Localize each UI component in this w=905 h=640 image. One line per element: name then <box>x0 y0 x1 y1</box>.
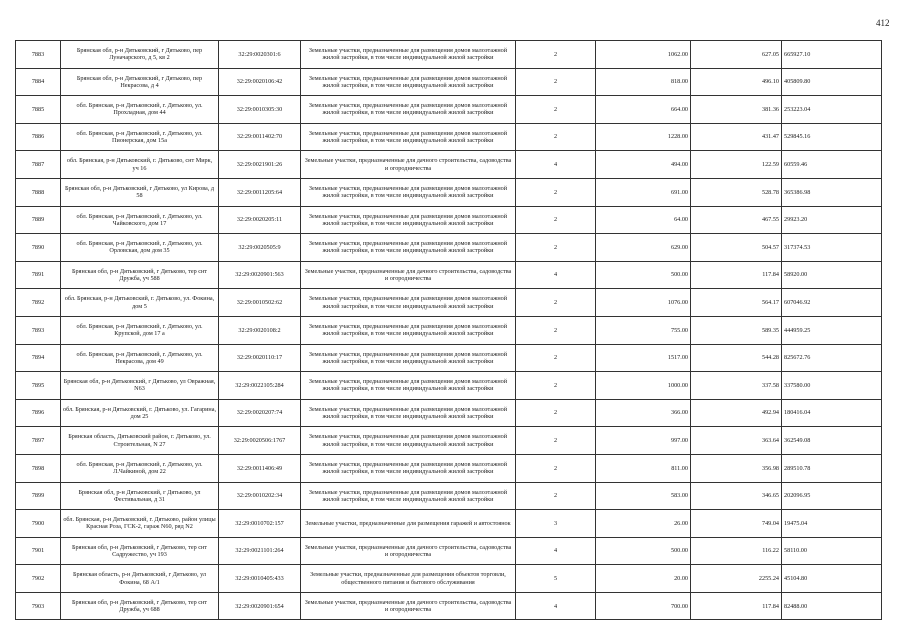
cadastral-number-cell: 32:29:0011402:70 <box>219 123 301 151</box>
address-cell: обл. Брянская, р-н Дятьковский, г. Дятьково, ул. Прохладная, дом 44 <box>61 96 219 124</box>
specific-value-cell: 363.64 <box>691 427 782 455</box>
area-cell: 64.00 <box>596 206 691 234</box>
specific-value-cell: 337.58 <box>691 372 782 400</box>
row-number-cell: 7894 <box>16 344 61 372</box>
specific-value-cell: 346.65 <box>691 482 782 510</box>
specific-value-cell: 467.55 <box>691 206 782 234</box>
row-number-cell: 7889 <box>16 206 61 234</box>
specific-value-cell: 116.22 <box>691 537 782 565</box>
group-cell: 2 <box>516 316 596 344</box>
table-row <box>16 289 882 317</box>
cadastral-value-cell: 444959.25 <box>782 316 882 344</box>
cadastral-number-cell: 32:29:0020505:9 <box>219 234 301 262</box>
page-number: 412 <box>876 18 890 28</box>
address-cell: Брянская обл, р-н Дятьковский, г Дятьково, тер снт Дружба, уч 588 <box>61 261 219 289</box>
area-cell: 755.00 <box>596 316 691 344</box>
group-cell: 4 <box>516 592 596 620</box>
area-cell: 500.00 <box>596 261 691 289</box>
area-cell: 1076.00 <box>596 289 691 317</box>
cadastral-value-cell: 202096.95 <box>782 482 882 510</box>
address-cell: Брянская обл, р-н Дятьковский, г Дятьково, ул Кирова, д 58 <box>61 178 219 206</box>
address-cell: Брянская обл, р-н Дятьковский, г Дятьково, тер снт Садружество, уч 193 <box>61 537 219 565</box>
cadastral-value-cell: 60559.46 <box>782 151 882 179</box>
table-row <box>16 427 882 455</box>
land-use-cell: Земельные участки, предназначенные для размещения домов малоэтажной жилой застройки, в том числе индивидуальной жилой застройки <box>301 344 516 372</box>
table-row <box>16 316 882 344</box>
land-use-cell: Земельные участки, предназначенные для размещения домов малоэтажной жилой застройки, в том числе индивидуальной жилой застройки <box>301 372 516 400</box>
row-number-cell: 7886 <box>16 123 61 151</box>
cadastral-value-cell: 45104.80 <box>782 565 882 593</box>
address-cell: обл. Брянская, р-н Дятьковский, г. Дятьково, ул. Л.Чайкиной, дом 22 <box>61 454 219 482</box>
area-cell: 366.00 <box>596 399 691 427</box>
row-number-cell: 7890 <box>16 234 61 262</box>
group-cell: 2 <box>516 41 596 69</box>
specific-value-cell: 627.05 <box>691 41 782 69</box>
specific-value-cell: 504.57 <box>691 234 782 262</box>
table-row <box>16 261 882 289</box>
specific-value-cell: 117.84 <box>691 261 782 289</box>
table-row <box>16 151 882 179</box>
table-row <box>16 592 882 620</box>
land-use-cell: Земельные участки, предназначенные для дачного строительства, садоводства и огородничества <box>301 261 516 289</box>
specific-value-cell: 492.94 <box>691 399 782 427</box>
area-cell: 1228.00 <box>596 123 691 151</box>
cadastral-value-cell: 607046.92 <box>782 289 882 317</box>
land-registry-table <box>15 40 882 620</box>
address-cell: Брянская обл, р-н Дятьковский, г Дятьково, пер Луначарского, д 5, кв 2 <box>61 41 219 69</box>
row-number-cell: 7893 <box>16 316 61 344</box>
address-cell: обл. Брянская, р-н Дятьковский, г. Дятьково, ул. Фокина, дом 5 <box>61 289 219 317</box>
cadastral-value-cell: 58920.00 <box>782 261 882 289</box>
address-cell: обл. Брянская, р-н Дятьковский, г. Дятьково, ул. Пионерская, дом 15а <box>61 123 219 151</box>
group-cell: 2 <box>516 372 596 400</box>
group-cell: 2 <box>516 482 596 510</box>
cadastral-number-cell: 32:29:0020106:42 <box>219 68 301 96</box>
cadastral-number-cell: 32:29:0020901:654 <box>219 592 301 620</box>
address-cell: обл. Брянская, р-н Дятьковский, г. Дятьково, район улицы Красная Роза, ГСК-2, гараж N60, ряд N2 <box>61 510 219 538</box>
row-number-cell: 7896 <box>16 399 61 427</box>
table-row <box>16 482 882 510</box>
specific-value-cell: 589.35 <box>691 316 782 344</box>
cadastral-number-cell: 32:29:0021901:26 <box>219 151 301 179</box>
row-number-cell: 7883 <box>16 41 61 69</box>
cadastral-value-cell: 82488.00 <box>782 592 882 620</box>
row-number-cell: 7892 <box>16 289 61 317</box>
area-cell: 664.00 <box>596 96 691 124</box>
area-cell: 583.00 <box>596 482 691 510</box>
table-body <box>16 41 882 620</box>
cadastral-value-cell: 253223.04 <box>782 96 882 124</box>
row-number-cell: 7895 <box>16 372 61 400</box>
row-number-cell: 7885 <box>16 96 61 124</box>
group-cell: 2 <box>516 427 596 455</box>
cadastral-number-cell: 32:29:0011205:64 <box>219 178 301 206</box>
group-cell: 4 <box>516 261 596 289</box>
group-cell: 5 <box>516 565 596 593</box>
cadastral-number-cell: 32:29:0020110:17 <box>219 344 301 372</box>
cadastral-number-cell: 32:29:0010305:30 <box>219 96 301 124</box>
specific-value-cell: 749.04 <box>691 510 782 538</box>
land-use-cell: Земельные участки, предназначенные для размещения домов малоэтажной жилой застройки, в том числе индивидуальной жилой застройки <box>301 206 516 234</box>
group-cell: 2 <box>516 399 596 427</box>
specific-value-cell: 544.28 <box>691 344 782 372</box>
cadastral-number-cell: 32:29:0020506:1767 <box>219 427 301 455</box>
table-row <box>16 68 882 96</box>
group-cell: 2 <box>516 123 596 151</box>
land-use-cell: Земельные участки, предназначенные для размещения гаражей и автостоянок <box>301 510 516 538</box>
group-cell: 4 <box>516 537 596 565</box>
table-row <box>16 96 882 124</box>
land-use-cell: Земельные участки, предназначенные для размещения домов малоэтажной жилой застройки, в том числе индивидуальной жилой застройки <box>301 123 516 151</box>
area-cell: 997.00 <box>596 427 691 455</box>
specific-value-cell: 431.47 <box>691 123 782 151</box>
table-row <box>16 123 882 151</box>
specific-value-cell: 528.78 <box>691 178 782 206</box>
area-cell: 1517.00 <box>596 344 691 372</box>
area-cell: 818.00 <box>596 68 691 96</box>
table-row <box>16 537 882 565</box>
cadastral-number-cell: 32:29:0020205:11 <box>219 206 301 234</box>
area-cell: 26.00 <box>596 510 691 538</box>
table-row <box>16 454 882 482</box>
address-cell: обл. Брянская, р-н Дятьковский, г. Дятьково, ул. Некрасова, дом 49 <box>61 344 219 372</box>
land-use-cell: Земельные участки, предназначенные для дачного строительства, садоводства и огородничества <box>301 537 516 565</box>
cadastral-number-cell: 32:29:0010502:62 <box>219 289 301 317</box>
address-cell: Брянская область, р-н Дятьковский, г Дятьково, ул Фокина, 68 А/1 <box>61 565 219 593</box>
land-use-cell: Земельные участки, предназначенные для дачного строительства, садоводства и огородничества <box>301 592 516 620</box>
land-use-cell: Земельные участки, предназначенные для размещения домов малоэтажной жилой застройки, в том числе индивидуальной жилой застройки <box>301 41 516 69</box>
row-number-cell: 7901 <box>16 537 61 565</box>
area-cell: 811.00 <box>596 454 691 482</box>
land-use-cell: Земельные участки, предназначенные для дачного строительства, садоводства и огородничества <box>301 151 516 179</box>
cadastral-number-cell: 32:29:0010702:157 <box>219 510 301 538</box>
cadastral-value-cell: 289510.78 <box>782 454 882 482</box>
address-cell: Брянская обл, р-н Дятьковский, г Дятьково, ул Фестивальная, д 31 <box>61 482 219 510</box>
group-cell: 4 <box>516 151 596 179</box>
specific-value-cell: 2255.24 <box>691 565 782 593</box>
table-row <box>16 399 882 427</box>
land-use-cell: Земельные участки, предназначенные для размещения домов малоэтажной жилой застройки, в том числе индивидуальной жилой застройки <box>301 482 516 510</box>
cadastral-value-cell: 337580.00 <box>782 372 882 400</box>
cadastral-number-cell: 32:29:0010405:433 <box>219 565 301 593</box>
cadastral-number-cell: 32:29:0020901:563 <box>219 261 301 289</box>
area-cell: 494.00 <box>596 151 691 179</box>
land-use-cell: Земельные участки, предназначенные для размещения домов малоэтажной жилой застройки, в том числе индивидуальной жилой застройки <box>301 454 516 482</box>
land-use-cell: Земельные участки, предназначенные для размещения домов малоэтажной жилой застройки, в том числе индивидуальной жилой застройки <box>301 316 516 344</box>
address-cell: Брянская обл, р-н Дятьковский, г Дятьково, ул Овражная, N63 <box>61 372 219 400</box>
cadastral-value-cell: 362549.08 <box>782 427 882 455</box>
group-cell: 2 <box>516 234 596 262</box>
land-use-cell: Земельные участки, предназначенные для размещения домов малоэтажной жилой застройки, в том числе индивидуальной жилой застройки <box>301 399 516 427</box>
land-use-cell: Земельные участки, предназначенные для размещения объектов торговли, общественного питания и бытового обслуживания <box>301 565 516 593</box>
row-number-cell: 7884 <box>16 68 61 96</box>
table-row <box>16 344 882 372</box>
row-number-cell: 7887 <box>16 151 61 179</box>
cadastral-value-cell: 529845.16 <box>782 123 882 151</box>
cadastral-value-cell: 19475.04 <box>782 510 882 538</box>
area-cell: 691.00 <box>596 178 691 206</box>
specific-value-cell: 381.36 <box>691 96 782 124</box>
land-use-cell: Земельные участки, предназначенные для размещения домов малоэтажной жилой застройки, в том числе индивидуальной жилой застройки <box>301 289 516 317</box>
row-number-cell: 7898 <box>16 454 61 482</box>
row-number-cell: 7902 <box>16 565 61 593</box>
address-cell: Брянская область, Дятьковский район, г. Дятьково, ул. Строительная, N 27 <box>61 427 219 455</box>
table-row <box>16 234 882 262</box>
table-row <box>16 206 882 234</box>
specific-value-cell: 564.17 <box>691 289 782 317</box>
address-cell: обл. Брянская, р-н Дятьковский, г. Дятьково, ул. Гагарина, дом 25 <box>61 399 219 427</box>
cadastral-number-cell: 32:29:0020301:6 <box>219 41 301 69</box>
land-use-cell: Земельные участки, предназначенные для размещения домов малоэтажной жилой застройки, в том числе индивидуальной жилой застройки <box>301 427 516 455</box>
address-cell: обл. Брянская, р-н Дятьковский, г. Дятьково, ул. Чайковского, дом 17 <box>61 206 219 234</box>
cadastral-value-cell: 180416.04 <box>782 399 882 427</box>
area-cell: 700.00 <box>596 592 691 620</box>
row-number-cell: 7888 <box>16 178 61 206</box>
table-row <box>16 372 882 400</box>
land-use-cell: Земельные участки, предназначенные для размещения домов малоэтажной жилой застройки, в том числе индивидуальной жилой застройки <box>301 178 516 206</box>
cadastral-number-cell: 32:29:0020108:2 <box>219 316 301 344</box>
cadastral-value-cell: 317374.53 <box>782 234 882 262</box>
area-cell: 629.00 <box>596 234 691 262</box>
table-row <box>16 41 882 69</box>
table-row <box>16 510 882 538</box>
cadastral-value-cell: 825672.76 <box>782 344 882 372</box>
area-cell: 20.00 <box>596 565 691 593</box>
row-number-cell: 7891 <box>16 261 61 289</box>
group-cell: 2 <box>516 96 596 124</box>
row-number-cell: 7900 <box>16 510 61 538</box>
cadastral-value-cell: 365386.98 <box>782 178 882 206</box>
land-use-cell: Земельные участки, предназначенные для размещения домов малоэтажной жилой застройки, в том числе индивидуальной жилой застройки <box>301 234 516 262</box>
specific-value-cell: 122.59 <box>691 151 782 179</box>
row-number-cell: 7899 <box>16 482 61 510</box>
cadastral-number-cell: 32:29:0022105:284 <box>219 372 301 400</box>
cadastral-value-cell: 58110.00 <box>782 537 882 565</box>
table-row <box>16 565 882 593</box>
table-row <box>16 178 882 206</box>
cadastral-number-cell: 32:29:0021101:264 <box>219 537 301 565</box>
cadastral-number-cell: 32:29:0010202:34 <box>219 482 301 510</box>
cadastral-number-cell: 32:29:0011406:49 <box>219 454 301 482</box>
row-number-cell: 7897 <box>16 427 61 455</box>
group-cell: 2 <box>516 344 596 372</box>
area-cell: 500.00 <box>596 537 691 565</box>
specific-value-cell: 356.98 <box>691 454 782 482</box>
group-cell: 2 <box>516 454 596 482</box>
area-cell: 1062.00 <box>596 41 691 69</box>
land-use-cell: Земельные участки, предназначенные для размещения домов малоэтажной жилой застройки, в том числе индивидуальной жилой застройки <box>301 96 516 124</box>
address-cell: обл. Брянская, р-н Дятьковский, г. Дятьково, снт Мирк, уч 16 <box>61 151 219 179</box>
address-cell: Брянская обл, р-н Дятьковский, г Дятьково, пер Некрасова, д 4 <box>61 68 219 96</box>
cadastral-number-cell: 32:29:0020207:74 <box>219 399 301 427</box>
row-number-cell: 7903 <box>16 592 61 620</box>
land-use-cell: Земельные участки, предназначенные для размещения домов малоэтажной жилой застройки, в том числе индивидуальной жилой застройки <box>301 68 516 96</box>
cadastral-value-cell: 405809.80 <box>782 68 882 96</box>
cadastral-value-cell: 665927.10 <box>782 41 882 69</box>
group-cell: 2 <box>516 68 596 96</box>
group-cell: 2 <box>516 178 596 206</box>
area-cell: 1000.00 <box>596 372 691 400</box>
cadastral-value-cell: 29923.20 <box>782 206 882 234</box>
address-cell: Брянская обл, р-н Дятьковский, г Дятьково, тер снт Дружба, уч 688 <box>61 592 219 620</box>
group-cell: 3 <box>516 510 596 538</box>
address-cell: обл. Брянская, р-н Дятьковский, г. Дятьково, ул. Крупской, дом 17 а <box>61 316 219 344</box>
group-cell: 2 <box>516 206 596 234</box>
specific-value-cell: 496.10 <box>691 68 782 96</box>
address-cell: обл. Брянская, р-н Дятьковский, г. Дятьково, ул. Орловская, дом дом 35 <box>61 234 219 262</box>
specific-value-cell: 117.84 <box>691 592 782 620</box>
group-cell: 2 <box>516 289 596 317</box>
